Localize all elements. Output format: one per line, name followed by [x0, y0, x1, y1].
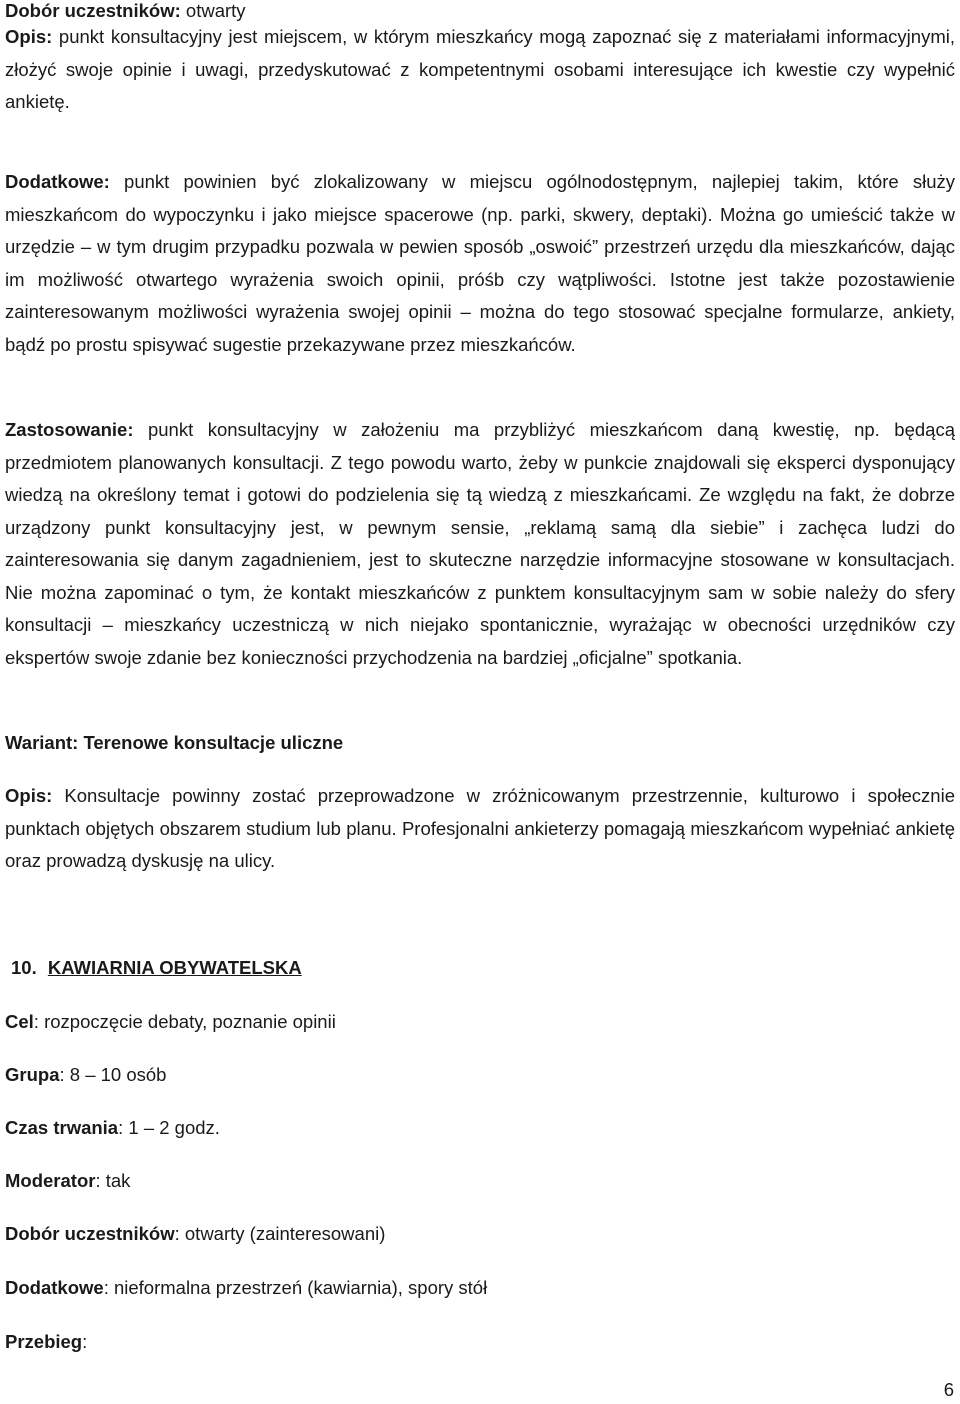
description-paragraph: [5, 21, 955, 119]
duration-value: : 1 – 2 godz.: [118, 1117, 220, 1138]
additional-paragraph: [5, 166, 955, 361]
procedure-label: Przebieg: [5, 1331, 83, 1352]
additional-text-a: punkt powinien być zlokalizowany w miejscu ogólnodostępnym, najlepiej takim, które służy mieszkańcom do wypoczynku i jako miejsce spacerowe (np. parki, skwery, deptaki).: [5, 171, 955, 225]
group-value: : 8 – 10 osób: [59, 1064, 167, 1085]
procedure-value: :: [82, 1331, 88, 1352]
description2-text: Konsultacje powinny zostać przeprowadzone w zróżnicowanym przestrzennie, kulturowo i społecznie punktach objętych obszarem studium lub planu. Profesjonalni ankieterzy pomagają mieszkańcom wypełniać ankietę oraz prowadzą dyskusję na ulicy.: [5, 785, 955, 871]
additional2-value: : nieformalna przestrzeń (kawiarnia), spory stół: [103, 1277, 488, 1298]
description2-paragraph: [5, 780, 955, 878]
group-line: [5, 1059, 166, 1092]
variant-label: Wariant: Terenowe konsultacje uliczne: [5, 732, 344, 753]
description2-label: Opis:: [5, 785, 53, 806]
duration-line: [5, 1112, 220, 1145]
additional2-label: Dodatkowe: [5, 1277, 104, 1298]
group-label: Grupa: [5, 1064, 60, 1085]
description-label: Opis:: [5, 26, 53, 47]
duration-label: Czas trwania: [5, 1117, 119, 1138]
page-number: 6: [943, 1379, 954, 1400]
procedure-line: [5, 1326, 87, 1359]
moderator-line: [5, 1165, 130, 1198]
goal-label: Cel: [5, 1011, 34, 1032]
goal-line: [5, 1006, 336, 1039]
application-paragraph: [5, 414, 955, 674]
additional-label: Dodatkowe:: [5, 171, 110, 192]
participants2-line: [5, 1218, 385, 1251]
moderator-value: : tak: [95, 1170, 131, 1191]
section-title: KAWIARNIA OBYWATELSKA: [47, 957, 302, 978]
application-label: Zastosowanie:: [5, 419, 134, 440]
variant-heading: [5, 727, 343, 760]
participants2-label: Dobór uczestników: [5, 1223, 175, 1244]
description-text: punkt konsultacyjny jest miejscem, w którym mieszkańcy mogą zapoznać się z materiałami informacyjnymi, złożyć swoje opinie i uwagi, przedyskutować z kompetentnymi osobami interesujące ich kwestie czy wypełnić ankietę.: [5, 26, 955, 112]
additional2-line: [5, 1272, 487, 1305]
moderator-label: Moderator: [5, 1170, 96, 1191]
goal-value: : rozpoczęcie debaty, poznanie opinii: [33, 1011, 336, 1032]
participants2-value: : otwarty (zainteresowani): [174, 1223, 386, 1244]
participants-value: otwarty: [180, 0, 246, 21]
participants-label: Dobór uczestników:: [5, 0, 181, 21]
additional-text-b: Można go umieścić także w urzędzie – w tym drugim przypadku pozwala w pewien sposób „oswoić” przestrzeń urzędu dla mieszkańców, dając im możliwość otwartego wyrażenia swoich opinii, próśb czy wątpliwości. Istotne jest także pozostawienie zainteresowanym możliwości wyrażenia swojej opinii – można do tego stosować specjalne formularze, ankiety, bądź po prostu spisywać sugestie przekazywane przez mieszkańców.: [5, 203, 956, 355]
application-text: punkt konsultacyjny w założeniu ma przybliżyć mieszkańcom daną kwestię, np. będącą przedmiotem planowanych konsultacji. Z tego powodu warto, żeby w punkcie znajdowali się eksperci dysponujący wiedzą na określony temat i gotowi do podzielenia się tą wiedzą z mieszkańcami. Ze względu na fakt, że dobrze urządzony punkt konsultacyjny jest, w pewnym sensie, „reklamą samą dla siebie” i zachęca ludzi do zainteresowania się danym zagadnieniem, jest to skuteczne narzędzie informacyjne stosowane w konsultacjach. Nie można zapominać o tym, że kontakt mieszkańców z punktem konsultacyjnym sam w sobie należy do sfery konsultacji – mieszkańcy uczestniczą w nich niejako spontanicznie, wyrażając w obecności urzędników czy ekspertów swoje zdanie bez konieczności przychodzenia na bardziej „oficjalne” spotkania.: [5, 419, 955, 668]
section-heading: [11, 952, 302, 985]
section-number: 10.: [11, 957, 37, 978]
